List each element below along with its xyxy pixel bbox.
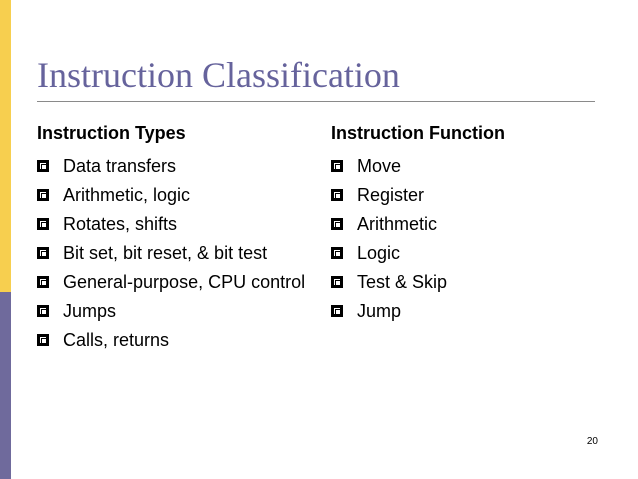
list-item-text: Logic [357,243,401,263]
instruction-types-column [37,123,317,357]
sidebar-accent-bottom [0,292,11,479]
page-number: 20 [586,436,598,447]
instruction-function-list [331,154,581,323]
square-bullet-icon [331,160,343,172]
list-item-text: Jumps [63,301,117,321]
instruction-function-heading: Instruction Function [331,123,505,143]
square-bullet-icon [331,247,343,259]
square-bullet-icon [37,218,49,230]
square-bullet-icon [37,189,49,201]
square-bullet-icon [331,218,343,230]
list-item [331,241,581,265]
list-item [37,154,317,178]
square-bullet-icon [37,276,49,288]
list-item-text: Bit set, bit reset, & bit test [63,243,268,263]
list-item [331,183,581,207]
instruction-function-column [331,123,581,328]
list-item [331,270,581,294]
list-item [37,241,317,265]
list-item-text: Calls, returns [63,330,170,350]
list-item-text: Rotates, shifts [63,214,178,234]
instruction-types-list [37,154,317,352]
list-item [37,183,317,207]
square-bullet-icon [331,189,343,201]
square-bullet-icon [37,334,49,346]
list-item-text: Data transfers [63,156,177,176]
sidebar-accent-top [0,0,11,292]
square-bullet-icon [331,305,343,317]
square-bullet-icon [37,247,49,259]
list-item [37,299,317,323]
instruction-types-heading: Instruction Types [37,123,186,143]
list-item [331,212,581,236]
list-item-text: Move [357,156,402,176]
square-bullet-icon [331,276,343,288]
list-item [37,270,317,294]
list-item [331,299,581,323]
square-bullet-icon [37,305,49,317]
list-item-text: Arithmetic, logic [63,185,191,205]
list-item [37,212,317,236]
list-item-text: Arithmetic [357,214,438,234]
list-item [331,154,581,178]
list-item-text: Register [357,185,425,205]
list-item-text: Test & Skip [357,272,448,292]
list-item [37,328,317,352]
title-divider [37,101,595,102]
square-bullet-icon [37,160,49,172]
slide-title: Instruction Classification [37,55,400,95]
list-item-text: Jump [357,301,402,321]
list-item-text: General-purpose, CPU control [63,272,306,292]
